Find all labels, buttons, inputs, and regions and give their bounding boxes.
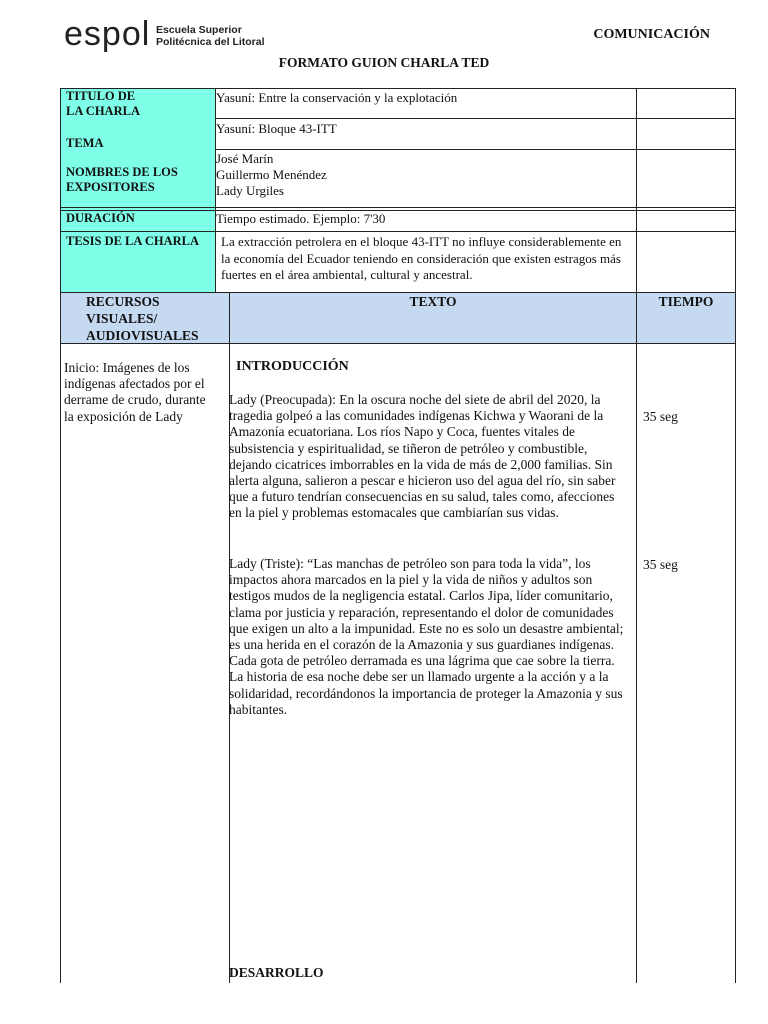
paragraph-2: Lady (Triste): “Las manchas de petróleo son para toda la vida”, los impactos ahora marcados en la piel y la vida de niños y adultos son testigos mudos de la negligencia estatal. Carlos Jipa, líder comunitario, clama por justicia y reparación, representando el dolor de comunidades que exigen un alto a la impunidad. Este no es solo un desastre ambiental; es una herida en el corazón de la Amazonia y sus guardianes indígenas. Cada gota de petróleo derramada es una lágrima que cae sobre la tierra. La historia de esa noche debe ser un llamado urgente a la acción y a la solidaridad, recordándonos la importancia de proteger la Amazonia y sus habitantes. xyxy=(229,556,624,717)
titulo-label: TITULO DE LA CHARLA xyxy=(66,89,140,118)
nombres-value: José Marín Guillermo Menéndez Lady Urgiles xyxy=(216,151,327,198)
col-line-right xyxy=(735,88,736,983)
col-line-left xyxy=(60,88,61,983)
paragraph-1: Lady (Preocupada): En la oscura noche del siete de abril del 2020, la tragedia golpeó a las comunidades indígenas Kichwa y Waorani de la Amazonía ecuatoriana. Los ríos Napo y Coca, fuentes vitales de subsistencia y espiritualidad, se tiñeron de petróleo y combustible, dejando cicatrices imborrables en la vida de más de 2,000 familias. Sin alerta alguna, salieron a pescar e hicieron uso del agua del río, sin saber que a futuro tendrían consecuencias en su salud, tales como, afecciones en la piel y problemas estomacales que cambiarían sus vidas. xyxy=(229,392,616,521)
nombres-label: NOMBRES DE LOS EXPOSITORES xyxy=(66,165,178,194)
tema-value: Yasuní: Bloque 43-ITT xyxy=(216,121,337,136)
row-line-3 xyxy=(60,207,736,208)
row-line-4 xyxy=(60,231,736,232)
tesis-value: La extracción petrolera en el bloque 43-ITT no influye considerablemente en la economía del Ecuador teniendo en consideración que existen estragos más fuertes en el área ambiental, cultural y ancestral. xyxy=(221,234,622,282)
desarrollo-heading: DESARROLLO xyxy=(229,965,324,980)
logo-subtitle-line2: Politécnica del Litoral xyxy=(156,36,265,48)
recursos-header: RECURSOS VISUALES/ AUDIOVISUALES xyxy=(86,294,199,343)
espol-logo: espol xyxy=(64,15,151,53)
recursos-text: Inicio: Imágenes de los indígenas afectados por el derrame de crudo, durante la exposición de Lady xyxy=(64,360,206,424)
logo-subtitle-line1: Escuela Superior xyxy=(156,24,242,36)
col-line-tiempo xyxy=(636,88,637,983)
row-line-2 xyxy=(215,149,736,150)
row-line-1 xyxy=(215,118,736,119)
time-2: 35 seg xyxy=(643,557,678,572)
tema-label: TEMA xyxy=(66,136,104,150)
texto-header: TEXTO xyxy=(409,294,457,309)
intro-heading: INTRODUCCIÓN xyxy=(236,359,349,374)
logo-subtitle xyxy=(156,24,265,48)
document-title: FORMATO GUION CHARLA TED xyxy=(278,55,490,70)
titulo-value: Yasuní: Entre la conservación y la explotación xyxy=(216,90,458,105)
department-label: COMUNICACIÓN xyxy=(593,27,710,42)
tiempo-header: TIEMPO xyxy=(658,294,714,309)
duracion-label: DURACIÓN xyxy=(66,211,135,225)
tesis-label: TESIS DE LA CHARLA xyxy=(66,234,200,248)
duracion-value: Tiempo estimado. Ejemplo: 7'30 xyxy=(216,211,386,226)
time-1: 35 seg xyxy=(643,409,678,424)
